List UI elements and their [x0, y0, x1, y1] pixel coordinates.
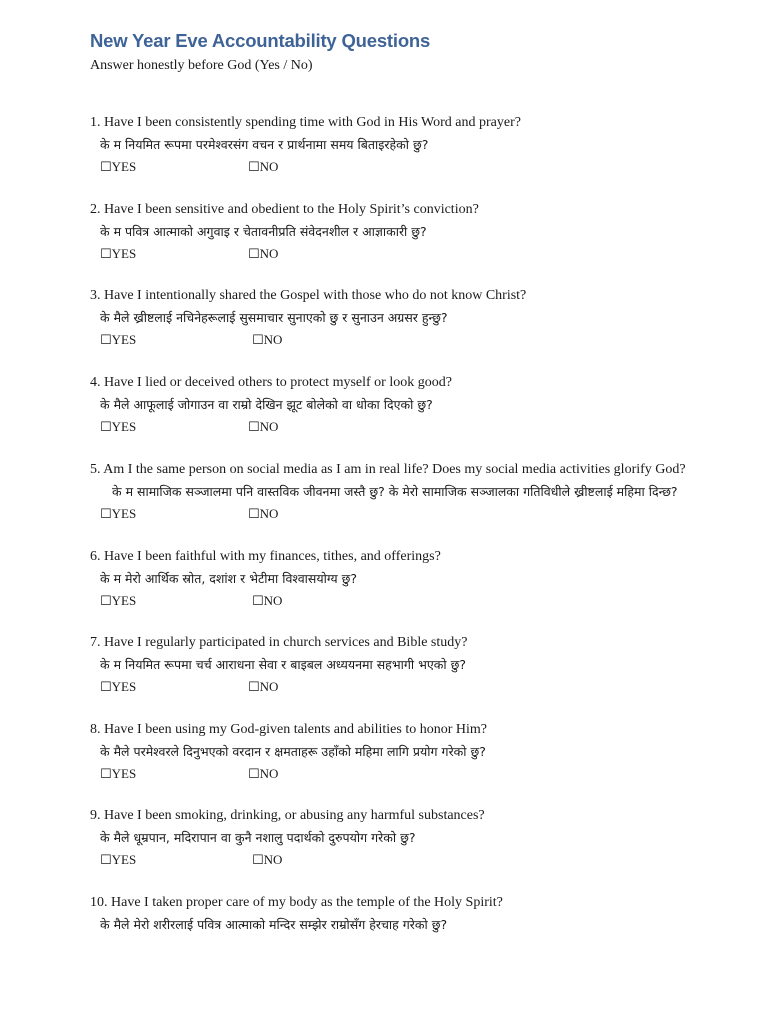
checkbox-icon[interactable]: ☐	[100, 853, 112, 868]
checkbox-icon[interactable]: ☐	[100, 766, 112, 782]
checkbox-icon[interactable]: ☐	[100, 419, 112, 435]
question-english: 6. Have I been faithful with my finances, tithes, and offerings?	[90, 548, 441, 564]
question-english: 9. Have I been smoking, drinking, or abusing any harmful substances?	[90, 808, 485, 823]
checkbox-icon[interactable]: ☐	[252, 593, 264, 609]
yes-label: YES	[111, 592, 137, 608]
question-english: 3. Have I intentionally shared the Gospel with those who do not know Christ?	[90, 288, 527, 303]
no-label: NO	[259, 159, 279, 174]
checkbox-icon[interactable]: ☐	[248, 507, 260, 522]
no-label: NO	[259, 245, 279, 261]
question-list	[90, 113, 730, 957]
answer-options	[90, 416, 730, 438]
yes-label: YES	[111, 506, 137, 521]
yes-label: YES	[111, 245, 137, 261]
no-option[interactable]	[248, 156, 278, 179]
question-8	[90, 720, 730, 785]
question-english: 1. Have I been consistently spending time with God in His Word and prayer?	[90, 115, 521, 130]
no-option[interactable]	[252, 590, 282, 613]
answer-options	[90, 329, 730, 351]
question-english: 8. Have I been using my God-given talents and abilities to honor Him?	[90, 721, 487, 737]
document-title: New Year Eve Accountability Questions	[90, 30, 431, 51]
question-english: 7. Have I regularly participated in church services and Bible study?	[90, 635, 468, 650]
question-nepali: के म नियमित रूपमा चर्च आराधना सेवा र बाइबल अध्ययनमा सहभागी भएको छु?	[100, 657, 467, 672]
no-label: NO	[263, 332, 283, 347]
yes-option[interactable]	[100, 416, 136, 439]
question-4	[90, 373, 730, 438]
yes-option[interactable]	[100, 676, 136, 699]
yes-option[interactable]	[100, 590, 136, 613]
question-1	[90, 113, 730, 178]
yes-label: YES	[111, 679, 137, 694]
checkbox-icon[interactable]: ☐	[100, 160, 112, 175]
question-nepali: के म नियमित रूपमा परमेश्वरसंग वचन र प्रार्थनामा समय बिताइरहेको छु?	[100, 137, 429, 152]
no-option[interactable]	[248, 503, 278, 526]
no-label: NO	[259, 765, 279, 781]
answer-options	[90, 503, 730, 525]
checkbox-icon[interactable]: ☐	[100, 246, 112, 262]
document-subtitle: Answer honestly before God (Yes / No)	[90, 58, 313, 73]
no-option[interactable]	[248, 243, 278, 266]
answer-options	[90, 763, 730, 785]
no-option[interactable]	[248, 676, 278, 699]
yes-label: YES	[111, 159, 137, 174]
answer-options	[90, 243, 730, 265]
checkbox-icon[interactable]: ☐	[248, 160, 260, 175]
yes-label: YES	[111, 418, 137, 434]
answer-options	[90, 590, 730, 612]
no-label: NO	[259, 679, 279, 694]
checkbox-icon[interactable]: ☐	[100, 593, 112, 609]
no-label: NO	[263, 852, 283, 867]
yes-option[interactable]	[100, 763, 136, 786]
question-english: 5. Am I the same person on social media as I am in real life? Does my social media activities glorify God?	[90, 462, 686, 477]
checkbox-icon[interactable]: ☐	[100, 333, 112, 348]
question-3	[90, 286, 730, 351]
no-option[interactable]	[248, 416, 278, 439]
checkbox-icon[interactable]: ☐	[252, 853, 264, 868]
question-nepali: के म सामाजिक सञ्जालमा पनि वास्तविक जीवनमा जस्तै छु? के मेरो सामाजिक सञ्जालका गतिविधीले ख्रीष्टलाई महिमा दिन्छ?	[112, 484, 678, 499]
yes-option[interactable]	[100, 329, 136, 352]
yes-option[interactable]	[100, 243, 136, 266]
question-nepali: के म पवित्र आत्माको अगुवाइ र चेतावनीप्रति संवेदनशील र आज्ञाकारी छु?	[100, 223, 427, 239]
yes-label: YES	[111, 332, 137, 347]
yes-label: YES	[111, 852, 137, 867]
yes-option[interactable]	[100, 849, 136, 872]
answer-options	[90, 676, 730, 698]
question-10	[90, 893, 730, 936]
checkbox-icon[interactable]: ☐	[100, 507, 112, 522]
no-label: NO	[259, 418, 279, 434]
question-9	[90, 806, 730, 871]
question-nepali: के म मेरो आर्थिक स्रोत, दशांश र भेटीमा विश्वासयोग्य छु?	[100, 570, 357, 586]
question-english: 2. Have I been sensitive and obedient to the Holy Spirit’s conviction?	[90, 201, 479, 217]
answer-options	[90, 849, 730, 871]
question-nepali: के मैले ख्रीष्टलाई नचिनेहरूलाई सुसमाचार सुनाएको छु र सुनाउन अग्रसर हुन्छु?	[100, 310, 448, 325]
no-option[interactable]	[252, 849, 282, 872]
yes-option[interactable]	[100, 503, 136, 526]
checkbox-icon[interactable]: ☐	[248, 766, 260, 782]
checkbox-icon[interactable]: ☐	[252, 333, 264, 348]
question-nepali: के मैले धूम्रपान, मदिरापान वा कुनै नशालु पदार्थको दुरुपयोग गरेको छु?	[100, 830, 416, 845]
question-5	[90, 459, 730, 525]
no-option[interactable]	[248, 763, 278, 786]
question-nepali: के मैले परमेश्वरले दिनुभएको वरदान र क्षमताहरू उहाँको महिमा लागि प्रयोग गरेको छु?	[100, 743, 486, 759]
question-7	[90, 633, 730, 698]
no-label: NO	[263, 592, 283, 608]
checkbox-icon[interactable]: ☐	[100, 680, 112, 695]
question-nepali: के मैले मेरो शरीरलाई पवित्र आत्माको मन्दिर सम्झेर राम्रोसँग हेरचाह गरेको छु?	[100, 916, 448, 932]
question-english: 10. Have I taken proper care of my body as the temple of the Holy Spirit?	[90, 894, 503, 910]
checkbox-icon[interactable]: ☐	[248, 246, 260, 262]
question-6	[90, 547, 730, 612]
answer-options	[90, 156, 730, 178]
question-nepali: के मैले आफूलाई जोगाउन वा राम्रो देखिन झूट बोलेको वा धोका दिएको छु?	[100, 396, 433, 412]
yes-option[interactable]	[100, 156, 136, 179]
question-english: 4. Have I lied or deceived others to protect myself or look good?	[90, 374, 452, 390]
question-2	[90, 200, 730, 265]
checkbox-icon[interactable]: ☐	[248, 419, 260, 435]
checkbox-icon[interactable]: ☐	[248, 680, 260, 695]
yes-label: YES	[111, 765, 137, 781]
no-option[interactable]	[252, 329, 282, 352]
no-label: NO	[259, 506, 279, 521]
